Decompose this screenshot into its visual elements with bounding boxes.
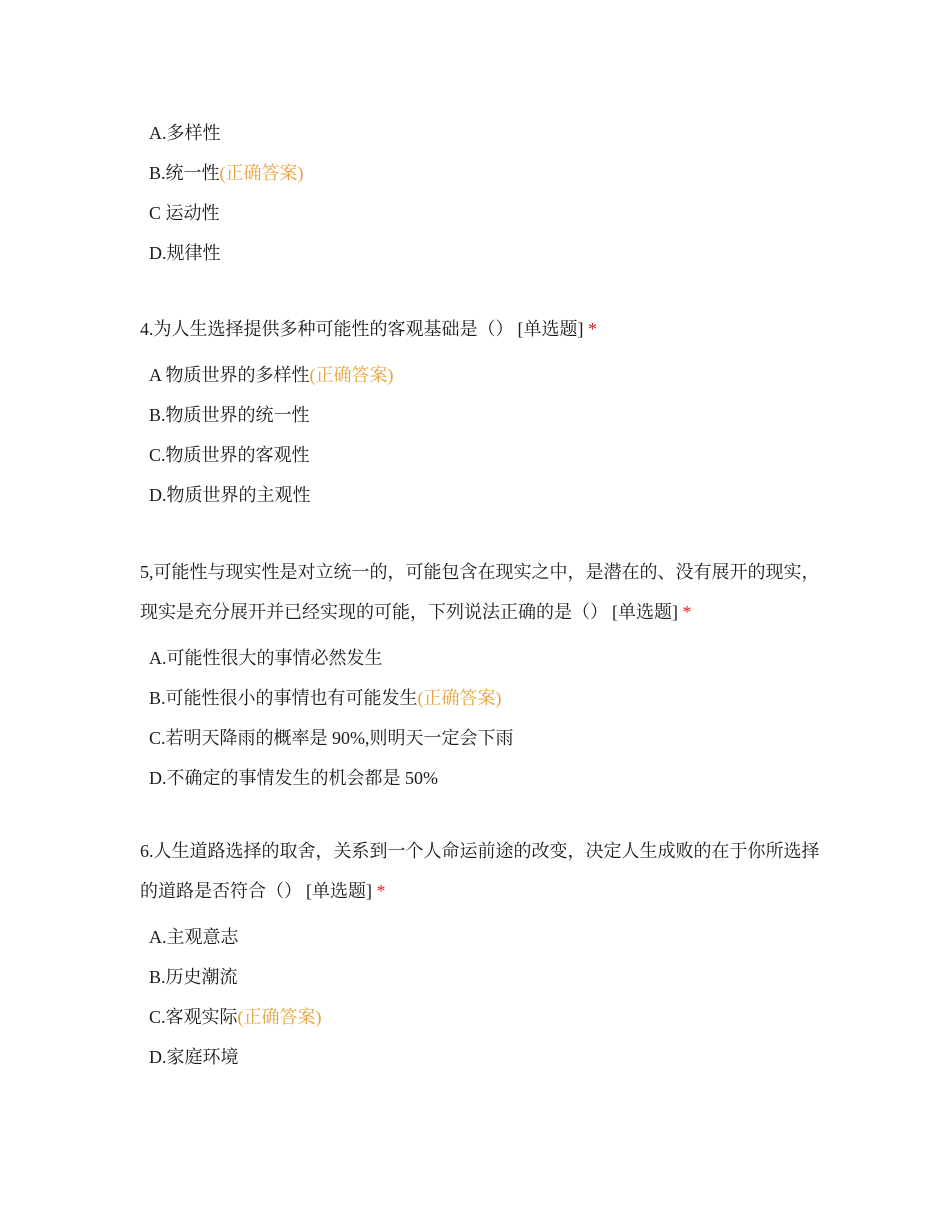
option-label: C.客观实际 xyxy=(149,1007,238,1027)
option-4b[interactable] xyxy=(140,395,820,435)
question-stem xyxy=(140,831,820,911)
option-label: B.历史潮流 xyxy=(149,967,238,987)
option-label: D.物质世界的主观性 xyxy=(149,485,311,505)
option-5c[interactable] xyxy=(140,718,820,758)
question-text: 5,可能性与现实性是对立统一的，可能包含在现实之中，是潜在的、没有展开的现实，现实是充分展开并已经实现的可能，下列说法正确的是（） xyxy=(140,562,820,622)
required-mark: * xyxy=(588,319,597,339)
option-label: C 运动性 xyxy=(149,203,220,223)
option-label: A 物质世界的多样性 xyxy=(149,365,310,385)
option-label: D.家庭环境 xyxy=(149,1047,239,1067)
required-mark: * xyxy=(376,881,386,901)
option-3c[interactable] xyxy=(140,193,820,233)
option-label: A.主观意志 xyxy=(149,927,239,947)
required-mark: * xyxy=(682,602,692,622)
correct-answer-tag: (正确答案) xyxy=(219,163,304,183)
option-label: B.可能性很小的事情也有可能发生 xyxy=(149,688,418,708)
option-6a[interactable] xyxy=(140,917,820,957)
question-text: 6.人生道路选择的取舍，关系到一个人命运前途的改变，决定人生成败的在于你所选择的道路是否符合（） xyxy=(140,841,820,901)
correct-answer-tag: (正确答案) xyxy=(309,365,394,385)
option-label: B.物质世界的统一性 xyxy=(149,405,310,425)
question-stem xyxy=(140,309,820,349)
option-3b[interactable] xyxy=(140,153,820,193)
option-6d[interactable] xyxy=(140,1037,820,1077)
option-3a[interactable] xyxy=(140,113,820,153)
option-5a[interactable] xyxy=(140,638,820,678)
question-text: 4.为人生选择提供多种可能性的客观基础是（） xyxy=(140,319,514,339)
question-type: [单选题] xyxy=(612,602,678,622)
option-6c[interactable] xyxy=(140,997,820,1037)
option-4c[interactable] xyxy=(140,435,820,475)
question-4 xyxy=(140,309,820,515)
question-6 xyxy=(140,831,820,1077)
option-label: B.统一性 xyxy=(149,163,220,183)
correct-answer-tag: (正确答案) xyxy=(417,688,502,708)
question-type: [单选题] xyxy=(517,319,584,339)
question-5 xyxy=(140,552,820,798)
option-label: D.不确定的事情发生的机会都是 50% xyxy=(149,768,438,788)
option-label: D.规律性 xyxy=(149,243,221,263)
correct-answer-tag: (正确答案) xyxy=(237,1007,322,1027)
option-5d[interactable] xyxy=(140,758,820,798)
option-label: A.可能性很大的事情必然发生 xyxy=(149,648,383,668)
option-5b[interactable] xyxy=(140,678,820,718)
option-4d[interactable] xyxy=(140,475,820,515)
option-label: C.物质世界的客观性 xyxy=(149,445,310,465)
option-4a[interactable] xyxy=(140,355,820,395)
option-label: C.若明天降雨的概率是 90%,则明天一定会下雨 xyxy=(149,728,514,748)
question-stem xyxy=(140,552,820,632)
option-6b[interactable] xyxy=(140,957,820,997)
option-3d[interactable] xyxy=(140,233,820,273)
question-3 xyxy=(140,113,820,273)
question-type: [单选题] xyxy=(306,881,372,901)
option-label: A.多样性 xyxy=(149,123,221,143)
